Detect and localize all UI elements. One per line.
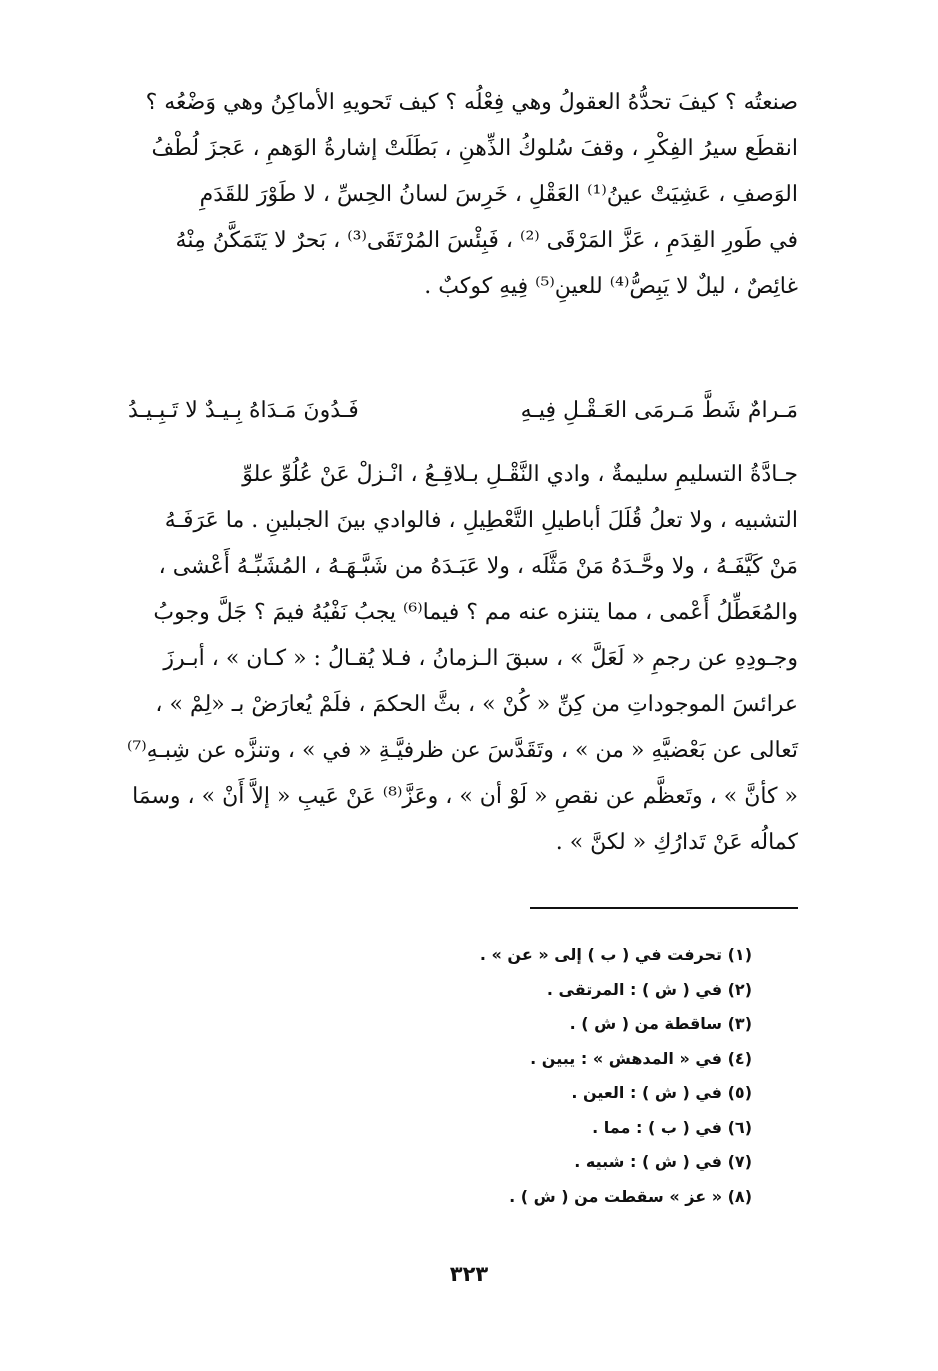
text-line: جـادَّةُ التسليمِ سليمةٌ ، وادي النَّقْـلِ بـلاقِـعُ ، انْـزلْ عَنْ عُلُوِّ علوِّ xyxy=(242,462,798,487)
footnote-separator xyxy=(530,907,798,909)
footnote-8: (٨) « عز » سقطت من ( ش ) . xyxy=(509,1186,752,1206)
footnote-6: (٦) في ( ب ) : مما . xyxy=(592,1117,752,1137)
text-line: غائِصٌ ، ليلٌ لا يَبِصُّ⁽⁴⁾ للعينِ⁽⁵⁾ فِيهِ كوكبٌ . xyxy=(424,274,798,299)
footnote-1: (١) تحرفت في ( ب ) إلى « عن » . xyxy=(479,945,752,964)
text-line: الوَصفِ ، عَشِيَتْ عينُ⁽¹⁾ العَقْلِ ، خَرِسَ لسانُ الحِسِّ ، لا طَوْرَ للقَدَمِ xyxy=(199,182,798,207)
text-line: انقطَع سيرُ الفِكْرِ ، وقفَ سُلوكُ الذِّهنِ ، بَطَلَتْ إشارةُ الوَهمِ ، عَجزَ لُطْفُ xyxy=(151,136,798,161)
verse-first-hemistich: مَـرامٌ شَطَّ مَـرمَى العَـقْـلِ فِيـهِ xyxy=(520,398,798,423)
text-line: في طَورِ القِدَمِ ، عَزَّ المَرْقَى ⁽²⁾ ، فَبِئْسَ المُرْتَقَى⁽³⁾ ، بَحرٌ لا يَتَمَكَّنُ مِنْهُ xyxy=(175,228,798,253)
footnote-7: (٧) في ( ش ) : شبيه . xyxy=(574,1152,752,1171)
footnote-5: (٥) في ( ش ) : العين . xyxy=(571,1083,752,1102)
text-line: تَعالى عن بَعْضيَّهِ « من » ، وتَقَدَّسَ عن ظرفيَّـةِ « في » ، وتنزَّه عن شِبـهِ⁽⁷⁾ xyxy=(127,738,798,763)
main-paragraph-2 xyxy=(128,452,798,866)
footnote-4: (٤) في « المدهش » : يبين . xyxy=(530,1048,752,1068)
footnotes-list xyxy=(252,938,752,1214)
verse-second-hemistich: فَـدُونَ مَـدَاهُ بِـيـدٌ لا تَـبِـيـدُ xyxy=(128,398,359,423)
main-paragraph-1 xyxy=(128,80,798,310)
poetry-verse xyxy=(128,388,798,434)
text-line: كمالُه عَنْ تَدارُكِ « لكنَّ » . xyxy=(555,830,798,855)
footnote-2: (٢) في ( ش ) : المرتقى . xyxy=(546,979,752,999)
text-line: والمُعَطِّلُ أَعْمى ، مما يتنزه عنه مم ؟ فيما⁽⁶⁾ يجبُ نَفْيُهُ فيمَ ؟ جَلَّ وجوبُ xyxy=(153,600,798,625)
footnote-3: (٣) ساقطة من ( ش ) . xyxy=(569,1014,752,1033)
text-line: مَنْ كَيَّفَـهُ ، ولا وحَّـدَهُ مَنْ مَثَّلَه ، ولا عَبَـدَهُ من شَبَّـهَـهُ ، المُشَبِّـهُ أَعْشى ، xyxy=(158,554,798,579)
text-line: عرائسَ الموجوداتِ من كِنِّ « كُنْ » ، بثَّ الحكمَ ، فلَمْ يُعارَضْ بـ «لِمْ » ، xyxy=(155,692,798,717)
text-line: « كأنَّ » ، وتَعظَّم عن نقصِ « لَوْ أن » ، وعَزَّ⁽⁸⁾ عَنْ عَيبِ « إلاَّ أَنْ » ، وسمَا xyxy=(132,784,798,809)
text-line: وجـودِهِ عن رجمِ « لَعَلَّ » ، سبقَ الـزمانُ ، فـلا يُقـالُ : « كـان » ، أبـرزَ xyxy=(163,646,798,671)
text-line: التشبيه ، ولا تعلُ قُلَلَ أباطيلِ التَّعْطِيلِ ، فالوادي بينَ الجبلينِ . ما عَرَفَـهُ xyxy=(164,508,798,533)
text-line: صنعتُه ؟ كيفَ تحدُّهُ العقولُ وهي فِعْلُه ؟ كيف تَحويهِ الأماكِنُ وهي وَضْعُه ؟ xyxy=(145,90,798,115)
page-number: ٣٢٣ xyxy=(449,1262,489,1286)
